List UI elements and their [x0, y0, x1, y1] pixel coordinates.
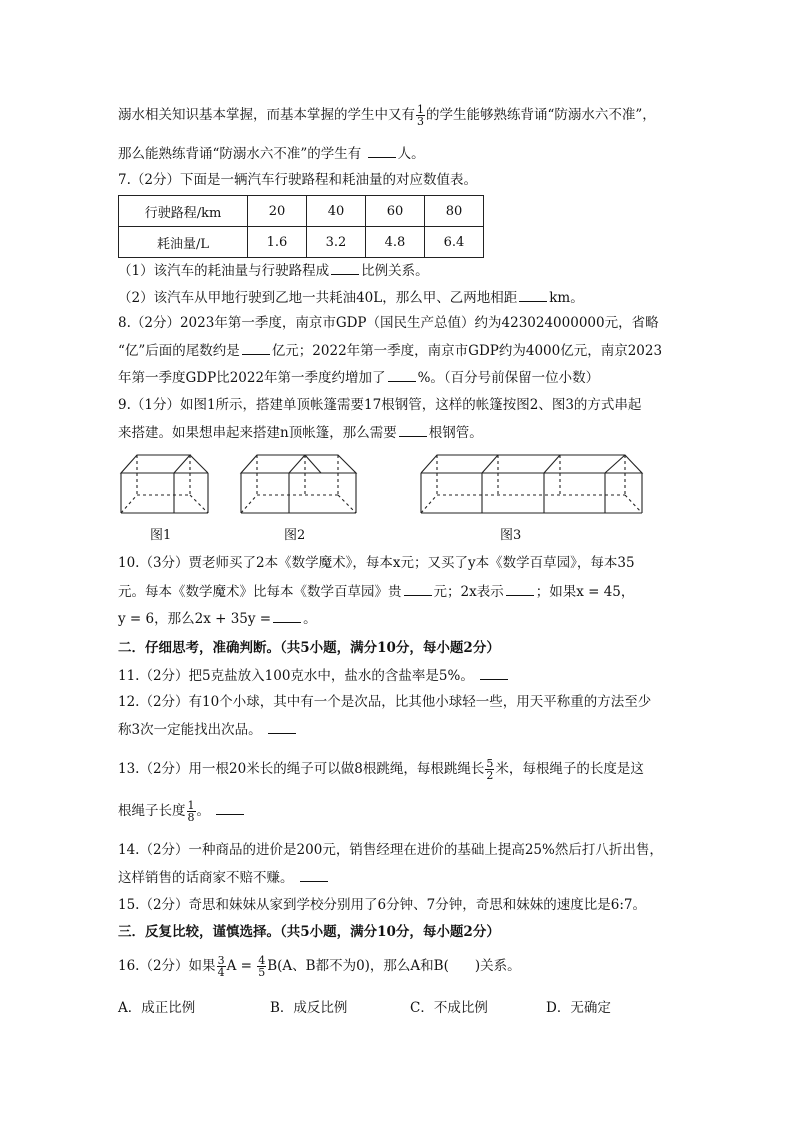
q16-text-a: 16.（2分）如果 — [118, 958, 216, 974]
q10-line3 — [118, 608, 317, 629]
q7-sub1-blank[interactable] — [331, 260, 359, 275]
table-cell: 1.6 — [248, 227, 307, 258]
q13-text-a: 13.（2分）用一根20米长的绳子可以做8根跳绳，每根跳绳长 — [118, 761, 485, 777]
q10-blank3[interactable] — [273, 608, 301, 623]
q8-text-c: 年第一季度GDP比2022年第一季度约增加了 — [118, 370, 386, 386]
q7-sub2-text-a: （2）该汽车从甲地行驶到乙地一共耗油40L，那么甲、乙两地相距 — [118, 290, 518, 306]
q8-text-a: “亿”后面的尾数约是 — [118, 343, 240, 359]
section-3-title: 三．反复比较，谨慎选择。（共5小题，满分10分，每小题2分） — [118, 924, 500, 940]
q12-text: 称3次一定能找出次品。 — [118, 722, 262, 738]
tent-figure-3 — [421, 455, 642, 513]
q10-line1: 10.（3分）贾老师买了2本《数学魔术》，每本x元；又买了y本《数学百草园》，每本35 — [118, 555, 635, 571]
q10-text-e: 。 — [303, 611, 317, 627]
q12-line2 — [118, 719, 298, 740]
figure-2-label: 图2 — [284, 528, 306, 543]
q14-judge-blank[interactable] — [300, 867, 328, 882]
q6-text-d: 人。 — [397, 146, 425, 162]
q8-line1: 8.（2分）2023年第一季度，南京市GDP（国民生产总值）约为423024000000元，省略 — [118, 315, 659, 331]
tent-figures — [0, 440, 794, 530]
q16-option-d[interactable]: D．无确定 — [546, 1000, 611, 1016]
q11-text: 11.（2分）把5克盐放入100克水中，盐水的含盐率是5%。 — [118, 668, 474, 684]
section-2-title: 二．仔细思考，准确判断。（共5小题，满分10分，每小题2分） — [118, 640, 500, 656]
q8-line2 — [118, 340, 662, 361]
q14-text: 这样销售的话商家不赔不赚。 — [118, 870, 294, 886]
table-cell: 3.2 — [307, 227, 366, 258]
q13-text-b: 米，每根绳子的长度是这 — [495, 761, 644, 777]
q10-blank2[interactable] — [506, 581, 534, 596]
table-row — [119, 227, 484, 258]
q9-text-a: 来搭建。如果想串起来搭建n顶帐篷，那么需要 — [118, 425, 397, 441]
q13-text-d: 。 — [196, 803, 210, 819]
q16-fraction-2: $\frac{4}{5}$ — [258, 954, 266, 979]
q8-text-b: 亿元；2022年第一季度，南京市GDP约为4000亿元，南京2023 — [271, 343, 663, 359]
q16-text-c: B(A、B都不为0)，那么A和B( — [267, 958, 449, 974]
q15-line: 15.（2分）奇思和妹妹从家到学校分别用了6分钟、7分钟，奇思和妹妹的速度比是6:7。 — [118, 897, 646, 913]
q11-line — [118, 665, 510, 686]
table-cell: 40 — [307, 196, 366, 227]
table-cell: 20 — [248, 196, 307, 227]
table-header-fuel: 耗油量/L — [119, 227, 248, 258]
q13-fraction-1: $\frac{5}{2}$ — [486, 757, 494, 782]
q14-line2 — [118, 867, 330, 888]
q6-text-a: 溺水相关知识基本掌握，而基本掌握的学生中又有 — [118, 107, 415, 123]
q10-text-c: ；如果x = 45， — [535, 584, 635, 600]
q9-line1: 9.（1分）如图1所示，搭建单顶帐篷需要17根钢管，这样的帐篷按图2、图3的方式串起 — [118, 397, 642, 413]
q12-judge-blank[interactable] — [268, 719, 296, 734]
q13-line2 — [118, 800, 246, 823]
q7-sub1 — [118, 260, 429, 281]
q6-answer-blank[interactable] — [368, 143, 396, 158]
q7-data-table — [118, 195, 484, 258]
q16-stem — [118, 955, 521, 978]
q7-sub1-text-a: （1）该汽车的耗油量与行驶路程成 — [118, 263, 330, 279]
q6-text-c: 那么能熟练背诵“防溺水六不准”的学生有 — [118, 146, 362, 162]
table-cell: 80 — [425, 196, 484, 227]
q11-judge-blank[interactable] — [480, 665, 508, 680]
q8-blank1[interactable] — [242, 340, 270, 355]
q10-text-d: y = 6，那么2x + 35y = — [118, 611, 272, 627]
q7-sub2-text-b: km。 — [549, 290, 584, 306]
q8-text-d: %。（百分号前保留一位小数） — [417, 370, 600, 386]
q14-line1: 14.（2分）一种商品的进价是200元，销售经理在进价的基础上提高25%然后打八折出售， — [118, 842, 663, 858]
table-cell: 4.8 — [366, 227, 425, 258]
q9-blank[interactable] — [399, 422, 427, 437]
table-row — [119, 196, 484, 227]
q6-fraction: $\frac{1}{3}$ — [417, 103, 424, 128]
q7-stem: 7.（2分）下面是一辆汽车行驶路程和耗油量的对应数值表。 — [118, 172, 477, 188]
q7-sub2-blank[interactable] — [519, 287, 547, 302]
q8-line3 — [118, 367, 599, 388]
q13-line1 — [118, 758, 644, 781]
q10-blank1[interactable] — [404, 581, 432, 596]
q10-line2 — [118, 581, 634, 602]
q13-fraction-2: $\frac{1}{8}$ — [187, 799, 195, 824]
figure-1-label: 图1 — [150, 528, 172, 543]
q12-line1: 12.（2分）有10个小球，其中有一个是次品，比其他小球轻一些，用天平称重的方法至少 — [118, 694, 652, 710]
q6-line2 — [118, 143, 425, 164]
tent-figure-1 — [121, 455, 208, 513]
q16-option-a[interactable]: A．成正比例 — [118, 1000, 196, 1016]
table-cell: 60 — [366, 196, 425, 227]
tent-figure-2 — [241, 455, 356, 513]
q16-option-c[interactable]: C．不成比例 — [410, 1000, 488, 1016]
table-cell: 6.4 — [425, 227, 484, 258]
q6-line1 — [118, 104, 656, 127]
q16-text-b: A = — [226, 958, 252, 974]
q7-sub1-text-b: 比例关系。 — [361, 263, 429, 279]
q8-blank2[interactable] — [388, 367, 416, 382]
q16-option-b[interactable]: B．成反比例 — [270, 1000, 348, 1016]
q13-judge-blank[interactable] — [216, 800, 244, 815]
q7-sub2 — [118, 287, 584, 308]
q13-text-c: 根绳子长度 — [118, 803, 186, 819]
table-header-distance: 行驶路程/km — [119, 196, 248, 227]
q9-text-b: 根钢管。 — [428, 425, 483, 441]
q10-text-a: 元。每本《数学魔术》比每本《数学百草园》贵 — [118, 584, 402, 600]
q6-text-b: 的学生能够熟练背诵“防溺水六不准”， — [426, 107, 656, 123]
q16-fraction-1: $\frac{3}{4}$ — [217, 954, 225, 979]
figure-3-label: 图3 — [500, 528, 522, 543]
q10-text-b: 元；2x表示 — [433, 584, 504, 600]
q16-text-d: )关系。 — [474, 958, 521, 974]
